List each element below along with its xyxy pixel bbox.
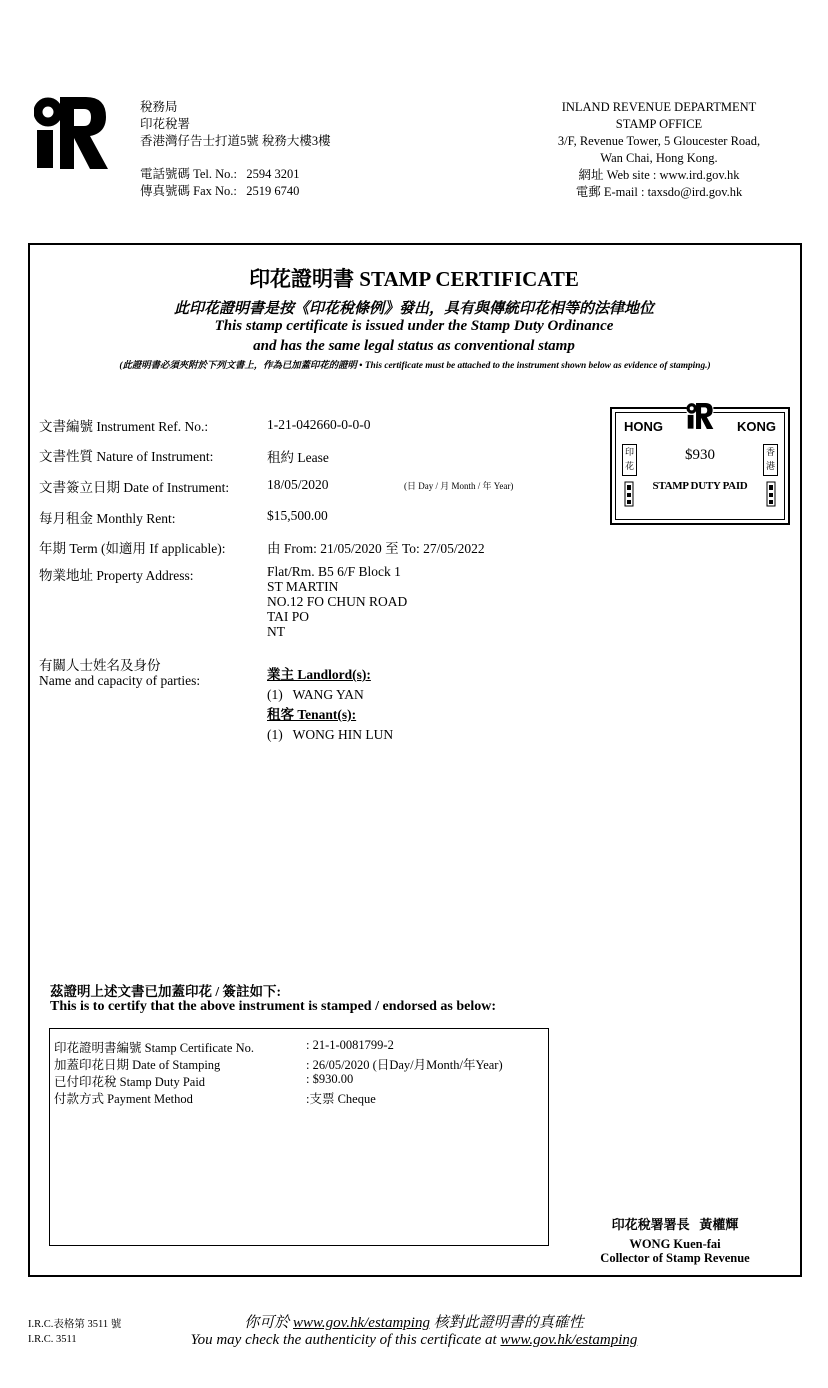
certify-en: This is to certify that the above instrument is stamped / endorsed as below: — [50, 999, 497, 1014]
form-number-zh: I.R.C.表格第 3511 號 — [28, 1319, 122, 1330]
stamping-date-label: 加蓋印花日期 Date of Stamping — [54, 1058, 221, 1072]
decorative-bar-icon — [624, 481, 634, 507]
header-right-line: INLAND REVENUE DEPARTMENT — [561, 100, 757, 114]
stamp-hong: HONG — [624, 419, 663, 434]
parties-label-en: Name and capacity of parties: — [39, 673, 201, 688]
collector-title-en: Collector of Stamp Revenue — [600, 1251, 750, 1265]
landlord-entry: (1) WANG YAN — [267, 687, 364, 702]
verify-link[interactable]: www.gov.hk/estamping — [500, 1332, 638, 1348]
rent-value: $15,500.00 — [267, 508, 328, 523]
stamp-cert-no-label: 印花證明書編號 Stamp Certificate No. — [54, 1041, 254, 1055]
fax-row — [140, 183, 331, 200]
nature-label: 文書性質 Nature of Instrument: — [39, 449, 214, 464]
ird-logo-icon — [34, 97, 108, 169]
ref-label: 文書編號 Instrument Ref. No.: — [39, 419, 209, 434]
website[interactable]: 網址 Web site : www.ird.gov.hk — [578, 168, 740, 182]
stamping-date-value: : 26/05/2020 (日Day/月Month/年Year) — [306, 1058, 503, 1072]
stamp-side-left: 印花 — [622, 444, 637, 476]
form-number-en: I.R.C. 3511 — [28, 1334, 77, 1345]
verify-link[interactable]: www.gov.hk/estamping — [293, 1315, 430, 1331]
header-left-line: 香港灣仔告士打道5號 稅務大樓3樓 — [140, 134, 331, 148]
rent-label: 每月租金 Monthly Rent: — [39, 511, 176, 526]
address-line: TAI PO — [267, 609, 310, 624]
decorative-bar-icon — [766, 481, 776, 507]
verify-zh-prefix: 你可於 — [244, 1315, 294, 1331]
payment-method-label: 付款方式 Payment Method — [54, 1092, 193, 1106]
header-right-line: 3/F, Revenue Tower, 5 Gloucester Road, — [557, 134, 761, 148]
tel-label: 電話號碼 Tel. No.: — [140, 167, 238, 181]
fax-label: 傳真號碼 Fax No.: — [140, 184, 237, 198]
parties-list — [267, 665, 393, 745]
parties-label-zh: 有關人士姓名及身份 — [39, 658, 161, 673]
stamp-side-right: 香港 — [763, 444, 778, 476]
header-right — [534, 99, 784, 201]
header-right-line: Wan Chai, Hong Kong. — [600, 151, 718, 165]
collector-name: WONG Kuen-fai — [629, 1237, 721, 1251]
ird-logo-icon — [685, 403, 715, 429]
verify-en-prefix: You may check the authenticity of this certificate at — [190, 1332, 501, 1348]
payment-method-value: :支票 Cheque — [306, 1092, 376, 1106]
tenant-entry: (1) WONG HIN LUN — [267, 727, 394, 742]
header-left — [140, 99, 331, 200]
address-line: NO.12 FO CHUN ROAD — [267, 594, 408, 609]
address-line: NT — [267, 624, 285, 639]
email[interactable]: 電郵 E-mail : taxsdo@ird.gov.hk — [575, 185, 743, 199]
tenant-heading: 租客 Tenant(s): — [267, 707, 357, 722]
date-format-hint: (日 Day / 月 Month / 年 Year) — [404, 481, 514, 491]
address-label: 物業地址 Property Address: — [39, 568, 194, 583]
parties-label — [39, 658, 200, 688]
collector-title-zh: 印花稅署署長 黃權輝 — [611, 1217, 739, 1232]
tel-value: 2594 3201 — [246, 167, 300, 181]
fax-value: 2519 6740 — [246, 184, 300, 198]
tel-row — [140, 166, 331, 183]
certificate-title: 印花證明書 STAMP CERTIFICATE — [249, 267, 579, 291]
subtitle-zh: 此印花證明書是按《印花稅條例》發出，具有與傳統印花相等的法律地位 — [173, 301, 654, 317]
term-label: 年期 Term (如適用 If applicable): — [39, 541, 226, 556]
term-value: 由 From: 21/05/2020 至 To: 27/05/2022 — [267, 541, 485, 556]
stamp-amount: $930 — [685, 447, 715, 463]
verify-zh-suffix: 核對此證明書的真確性 — [429, 1315, 584, 1331]
nature-value: 租約 Lease — [267, 450, 329, 465]
certify-zh: 茲證明上述文書已加蓋印花 / 簽註如下: — [50, 984, 281, 999]
ref-value: 1-21-042660-0-0-0 — [267, 417, 371, 432]
date-value: 18/05/2020 — [267, 477, 329, 492]
attachment-note: (此證明書必須夾附於下列文書上，作為已加蓋印花的證明 • This certificate must be attached to the instrument shown below as evidence of stamping.) — [119, 361, 711, 371]
subtitle-en-2: and has the same legal status as conventional stamp — [253, 338, 575, 354]
date-label: 文書簽立日期 Date of Instrument: — [39, 480, 230, 495]
stamp-duty-paid: STAMP DUTY PAID — [652, 480, 748, 492]
header-left-line: 稅務局 — [140, 100, 178, 114]
duty-paid-value: : $930.00 — [306, 1072, 354, 1086]
verify-text-zh — [0, 1311, 828, 1332]
stamp-kong: KONG — [737, 419, 776, 434]
landlord-heading: 業主 Landlord(s): — [267, 667, 371, 682]
header-right-line: STAMP OFFICE — [615, 117, 703, 131]
stamp-duty-seal — [610, 407, 790, 525]
property-address — [267, 564, 407, 639]
address-line: Flat/Rm. B5 6/F Block 1 — [267, 564, 401, 579]
header-left-line: 印花稅署 — [140, 117, 191, 131]
subtitle-en-1: This stamp certificate is issued under the Stamp Duty Ordinance — [214, 318, 614, 334]
stamp-cert-no-value: : 21-1-0081799-2 — [306, 1038, 394, 1052]
verify-text-en — [0, 1332, 828, 1349]
address-line: ST MARTIN — [267, 579, 339, 594]
duty-paid-label: 已付印花稅 Stamp Duty Paid — [54, 1075, 206, 1089]
